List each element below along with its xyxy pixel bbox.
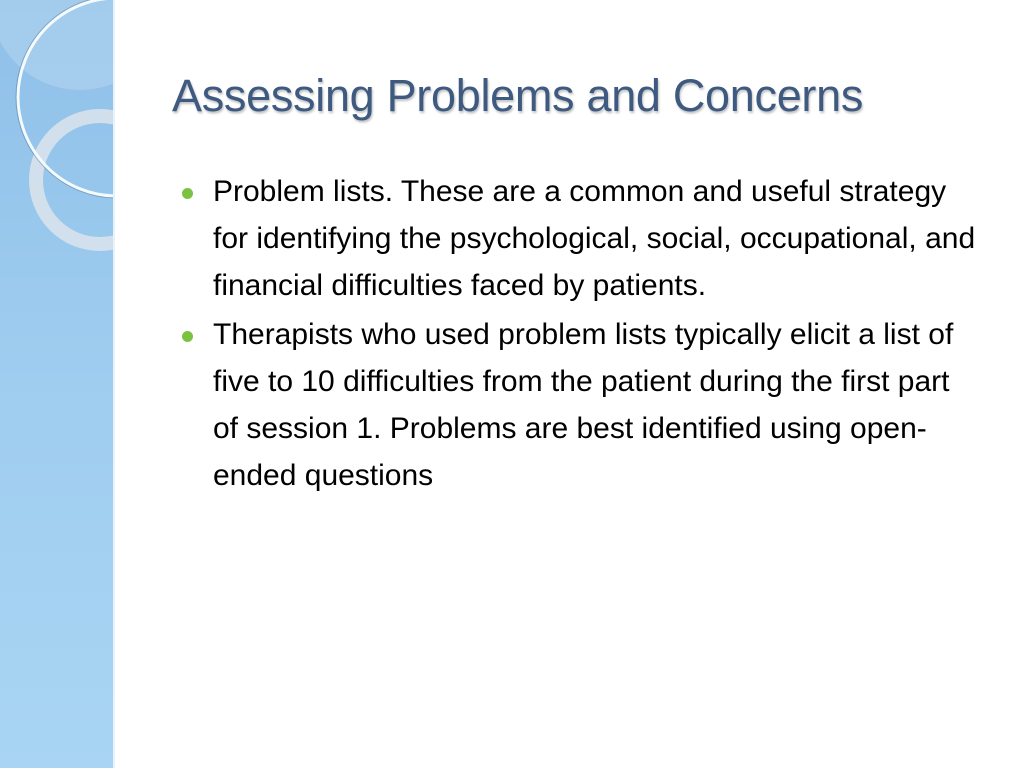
- sidebar-edge: [113, 0, 115, 768]
- decorative-sidebar: [0, 0, 113, 768]
- bullet-dot-icon: [182, 331, 193, 342]
- bullet-text: Therapists who used problem lists typically elicit a list of five to 10 difficulties from the patient during the first part of session 1. Problems are best identified using open-ended questions: [213, 318, 954, 492]
- bullet-dot-icon: [182, 188, 193, 199]
- bullet-item: [180, 311, 980, 499]
- bullet-text: Problem lists. These are a common and useful strategy for identifying the psychological, social, occupational, and financial difficulties faced by patients.: [213, 175, 976, 302]
- decorative-circles-icon: [0, 0, 113, 768]
- bullet-list: [180, 168, 980, 501]
- bullet-item: [180, 168, 980, 309]
- slide-title: Assessing Problems and Concerns: [172, 70, 864, 121]
